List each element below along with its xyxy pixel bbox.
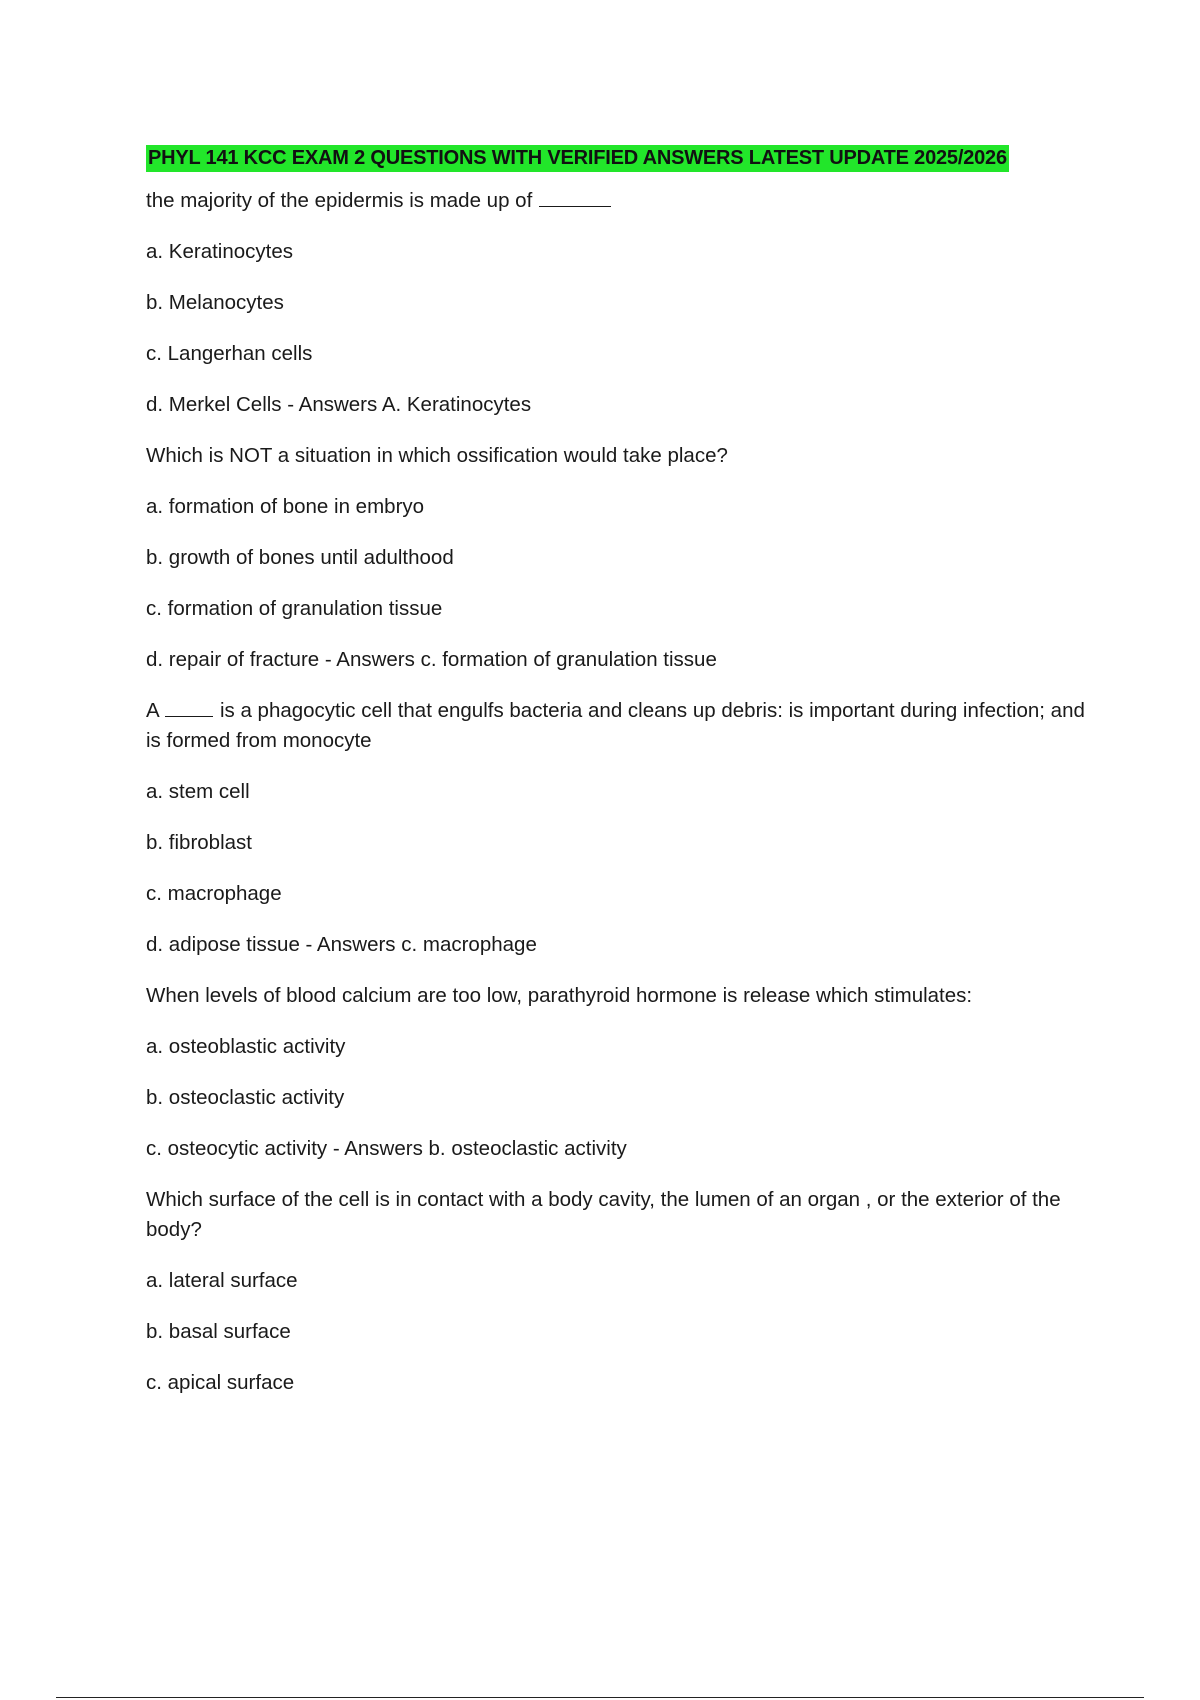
fill-in-blank (539, 186, 611, 207)
document-title: PHYL 141 KCC EXAM 2 QUESTIONS WITH VERIFIED ANSWERS LATEST UPDATE 2025/2026 (146, 145, 1009, 172)
question-prompt (146, 186, 1086, 216)
answer-option: c. apical surface (146, 1371, 295, 1394)
answer-option: a. Keratinocytes (146, 240, 293, 263)
answer-option: a. osteoblastic activity (146, 1035, 346, 1058)
footer-divider (56, 1697, 1144, 1698)
answer-option: c. formation of granulation tissue (146, 597, 443, 620)
answer-option: b. basal surface (146, 1320, 291, 1343)
answer-option: b. fibroblast (146, 831, 252, 854)
document-page (146, 145, 1086, 1419)
answer-option-with-answer: d. adipose tissue - Answers c. macrophage (146, 933, 537, 956)
answer-option: a. lateral surface (146, 1269, 298, 1292)
question-prompt: Which is NOT a situation in which ossification would take place? (146, 444, 728, 467)
question-prompt: When levels of blood calcium are too low, parathyroid hormone is release which stimulates: (146, 984, 973, 1007)
answer-option: b. osteoclastic activity (146, 1086, 345, 1109)
answer-option: a. stem cell (146, 780, 250, 803)
answer-option-with-answer: c. osteocytic activity - Answers b. osteoclastic activity (146, 1137, 627, 1160)
prompt-text: the majority of the epidermis is made up of (146, 189, 538, 212)
prompt-text-continued: is a phagocytic cell that engulfs bacteria and cleans up debris: is important during infection; and is formed from monocyte (146, 699, 1085, 752)
question-prompt: Which surface of the cell is in contact with a body cavity, the lumen of an organ , or the exterior of the body? (146, 1188, 1061, 1241)
fill-in-blank (165, 696, 213, 717)
answer-option: b. Melanocytes (146, 291, 284, 314)
answer-option: b. growth of bones until adulthood (146, 546, 454, 569)
answer-option-with-answer: d. repair of fracture - Answers c. formation of granulation tissue (146, 648, 717, 671)
answer-option: c. Langerhan cells (146, 342, 313, 365)
prompt-text: A (146, 699, 165, 722)
question-prompt (146, 696, 1086, 756)
question-list (146, 186, 1086, 1398)
answer-option: a. formation of bone in embryo (146, 495, 425, 518)
answer-option: c. macrophage (146, 882, 282, 905)
answer-option-with-answer: d. Merkel Cells - Answers A. Keratinocytes (146, 393, 532, 416)
